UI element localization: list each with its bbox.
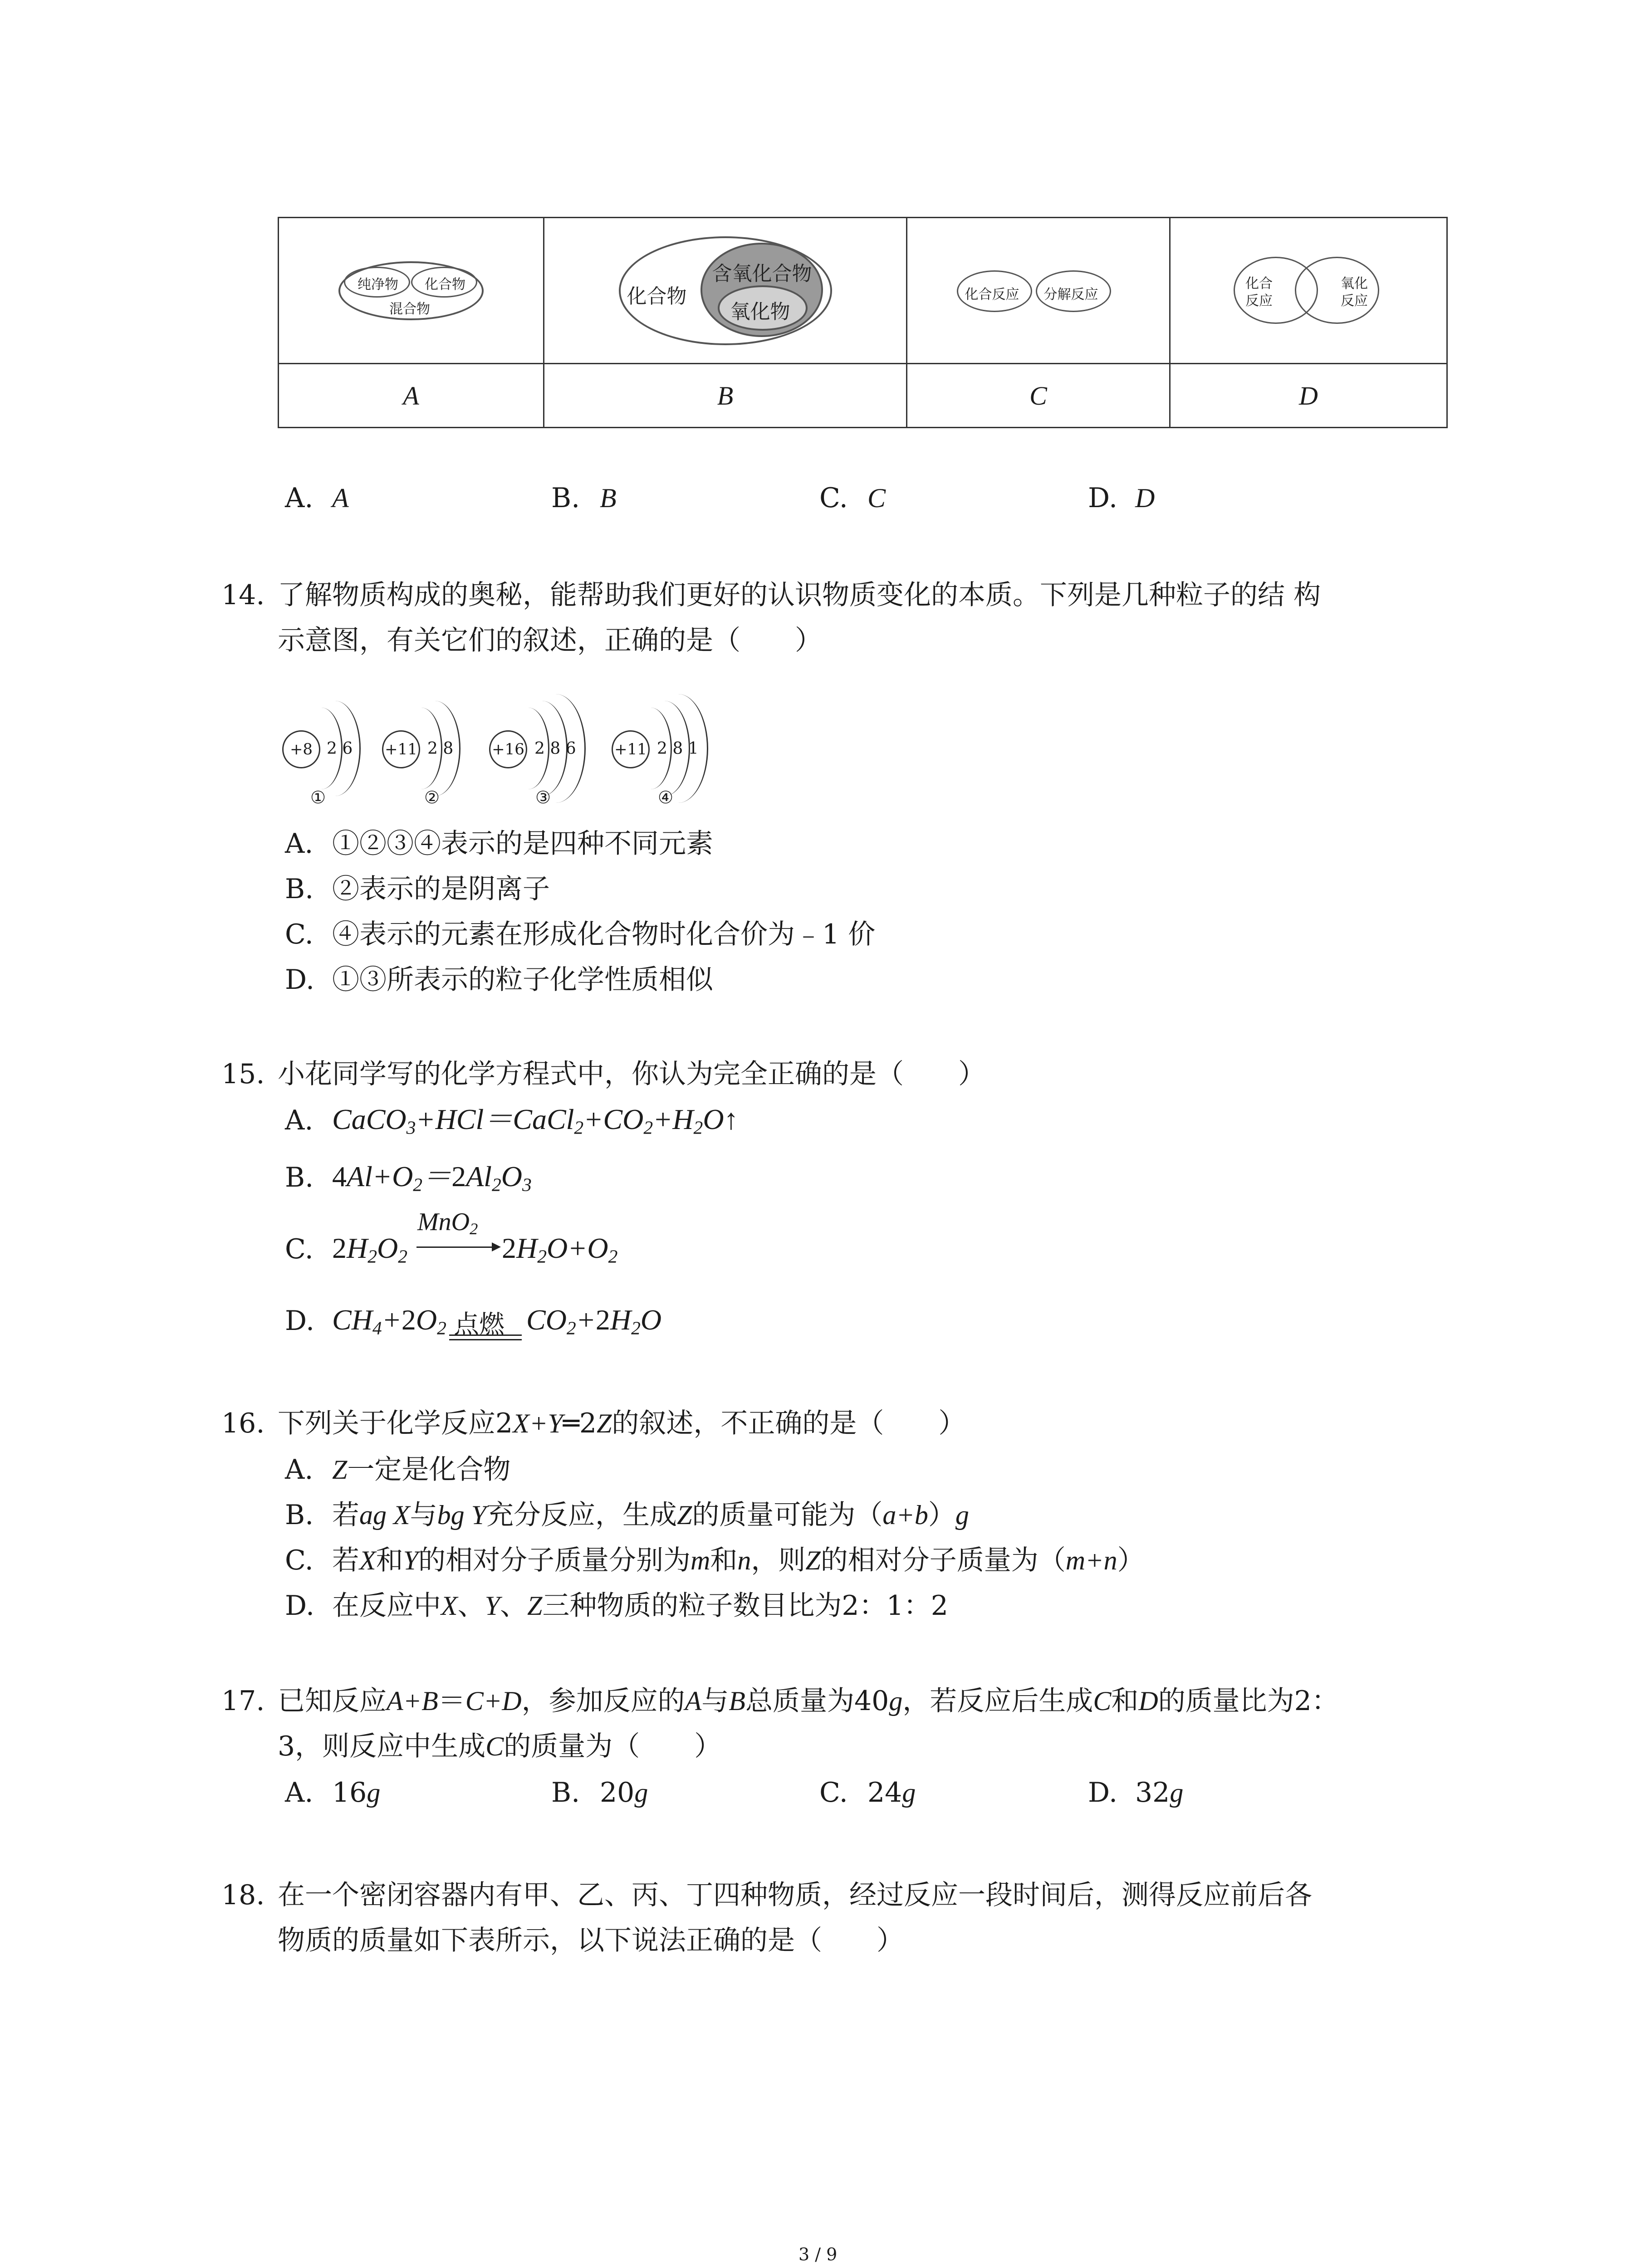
label-d: D <box>1170 364 1447 428</box>
compound-label: 化合物 <box>425 276 465 293</box>
combination-reaction-label: 化合反应 <box>965 286 1019 303</box>
q14-option-d-text: ①③所表示的粒子化学性质相似 <box>332 964 713 996</box>
q15-option-c-left: $2H_2O_2$ <box>332 1232 408 1267</box>
atom-diagram-2 <box>382 708 473 798</box>
q15-option-a-equation: $CaCO_3+HCl=CaCl_2+CO_2+H_2O↑$ <box>332 1103 739 1138</box>
q17-number: 17. <box>221 1685 265 1717</box>
label-c: C <box>907 364 1170 428</box>
atom-1-nucleus: +8 <box>282 730 320 768</box>
q17-option-a-text: 16g <box>332 1777 381 1809</box>
q17-option-d-letter[interactable]: D. <box>1088 1777 1118 1809</box>
combination-label-1: 化合 <box>1245 275 1273 292</box>
atom-3-electrons: 2 8 6 <box>534 739 576 758</box>
q13-option-a-text: A <box>332 483 349 513</box>
q15-stem: 小花同学写的化学方程式中，你认为完全正确的是（ ） <box>278 1058 985 1090</box>
q13-option-d-letter[interactable]: D. <box>1088 482 1118 514</box>
q13-option-b-letter[interactable]: B. <box>551 482 580 514</box>
diagram-b-cell <box>544 218 907 364</box>
oxidation-label-1: 氧化 <box>1341 275 1368 292</box>
page-number: 3 / 9 <box>798 2244 838 2264</box>
q17-option-b-letter[interactable]: B. <box>551 1777 580 1809</box>
q15-option-d-condition: 点燃 <box>454 1310 505 1339</box>
q16-option-d-text: 在反应中X、Y、Z三种物质的粒子数目比为2：1：2 <box>332 1590 948 1622</box>
q13-option-c-letter[interactable]: C. <box>819 482 848 514</box>
q14-option-c-letter[interactable]: C. <box>285 919 314 950</box>
q17-option-c-letter[interactable]: C. <box>819 1777 848 1809</box>
q16-option-b-letter[interactable]: B. <box>285 1499 314 1531</box>
atom-1-electrons: 2 6 <box>327 739 353 758</box>
oxidation-label-2: 反应 <box>1341 293 1368 309</box>
q16-option-a-letter[interactable]: A. <box>285 1454 314 1486</box>
q15-option-c-arrowhead <box>492 1242 501 1251</box>
q14-number: 14. <box>221 579 265 611</box>
q13-option-c-text: C <box>867 483 886 513</box>
q15-option-a-letter[interactable]: A. <box>285 1105 314 1136</box>
oxide-label: 氧化物 <box>730 300 790 323</box>
atom-2-label: ② <box>424 787 440 807</box>
classification-table <box>278 217 1448 428</box>
q18-stem-line1: 在一个密闭容器内有甲、乙、丙、丁四种物质，经过反应一段时间后，测得反应前后各 <box>278 1879 1312 1911</box>
mixture-label: 混合物 <box>389 301 430 317</box>
atom-2-electrons: 2 8 <box>427 739 454 758</box>
q15-option-d-left: $CH_4+2O_2$ <box>332 1304 446 1339</box>
decomposition-reaction-label: 分解反应 <box>1043 286 1098 303</box>
atom-4-label: ④ <box>658 787 674 807</box>
q17-stem-line1: 已知反应A+B＝C+D，参加反应的A与B总质量为40g，若反应后生成C和D的质量比为2： <box>278 1685 1339 1717</box>
q16-option-c-text: 若X和Y的相对分子质量分别为m和n，则Z的相对分子质量为（m+n） <box>332 1545 1145 1576</box>
q15-option-c-letter[interactable]: C. <box>285 1233 314 1265</box>
label-a: A <box>279 364 544 428</box>
q16-option-d-letter[interactable]: D. <box>285 1590 315 1622</box>
q14-option-a-text: ①②③④表示的是四种不同元素 <box>332 828 713 860</box>
q15-option-c-catalyst: MnO$_2$ <box>417 1208 478 1238</box>
q13-option-a-letter[interactable]: A. <box>285 482 314 514</box>
atom-4-nucleus: +11 <box>612 730 650 768</box>
q15-number: 15. <box>221 1058 265 1090</box>
combination-label-2: 反应 <box>1245 293 1273 309</box>
pure-substance-label: 纯净物 <box>358 276 398 293</box>
q14-stem-line1: 了解物质构成的奥秘，能帮助我们更好的认识物质变化的本质。下列是几种粒子的结 构 <box>278 579 1321 611</box>
q15-option-c-arrow <box>416 1246 494 1248</box>
q13-option-d-text: D <box>1135 483 1155 513</box>
q15-option-b-letter[interactable]: B. <box>285 1162 314 1193</box>
q17-option-b-text: 20g <box>600 1777 648 1809</box>
atom-3-label: ③ <box>535 787 551 807</box>
q17-option-a-letter[interactable]: A. <box>285 1777 314 1809</box>
q16-number: 16. <box>221 1408 265 1439</box>
diagram-a-cell <box>279 218 544 364</box>
atom-4-electrons: 2 8 1 <box>657 739 699 758</box>
q16-stem: 下列关于化学反应2X+Y═2Z的叙述，不正确的是（ ） <box>278 1408 966 1439</box>
q15-option-c-right: $2H_2O+O_2$ <box>502 1232 618 1267</box>
q18-number: 18. <box>221 1879 265 1911</box>
q14-option-b-text: ②表示的是阴离子 <box>332 873 550 905</box>
q17-stem-line2: 3，则反应中生成C的质量为（ ） <box>278 1730 722 1762</box>
oxygen-compound-label: 含氧化合物 <box>712 262 812 285</box>
diagram-c-cell <box>907 218 1170 364</box>
atom-3-nucleus: +16 <box>489 730 527 768</box>
q14-option-a-letter[interactable]: A. <box>285 828 314 860</box>
q17-option-d-text: 32g <box>1135 1777 1184 1809</box>
label-b: B <box>544 364 907 428</box>
q15-option-d-letter[interactable]: D. <box>285 1305 315 1337</box>
q16-option-a-text: Z一定是化合物 <box>332 1454 511 1486</box>
compound-b-label: 化合物 <box>627 284 687 308</box>
q15-option-d-line-2 <box>449 1339 522 1340</box>
q14-option-b-letter[interactable]: B. <box>285 873 314 905</box>
q16-option-c-letter[interactable]: C. <box>285 1545 314 1576</box>
q14-option-d-letter[interactable]: D. <box>285 964 315 996</box>
atom-1-label: ① <box>310 787 326 807</box>
q15-option-d-line-1 <box>449 1334 522 1336</box>
q14-stem-line2: 示意图，有关它们的叙述，正确的是（ ） <box>278 625 822 656</box>
diagram-d-cell <box>1170 218 1447 364</box>
atom-2-nucleus: +11 <box>382 730 420 768</box>
q14-option-c-text: ④表示的元素在形成化合物时化合价为﹣1 价 <box>332 919 876 950</box>
atom-diagram-1 <box>282 708 373 798</box>
q13-option-b-text: B <box>600 483 617 513</box>
q18-stem-line2: 物质的质量如下表所示，以下说法正确的是（ ） <box>278 1925 904 1956</box>
q15-option-d-right: $CO_2+2H_2O$ <box>526 1304 662 1339</box>
q16-option-b-text: 若ag X与bg Y充分反应，生成Z的质量可能为（a+b）g <box>332 1499 969 1531</box>
q17-option-c-text: 24g <box>867 1777 916 1809</box>
q15-option-b-equation: $4Al+O_2=2Al_2O_3$ <box>332 1160 532 1195</box>
